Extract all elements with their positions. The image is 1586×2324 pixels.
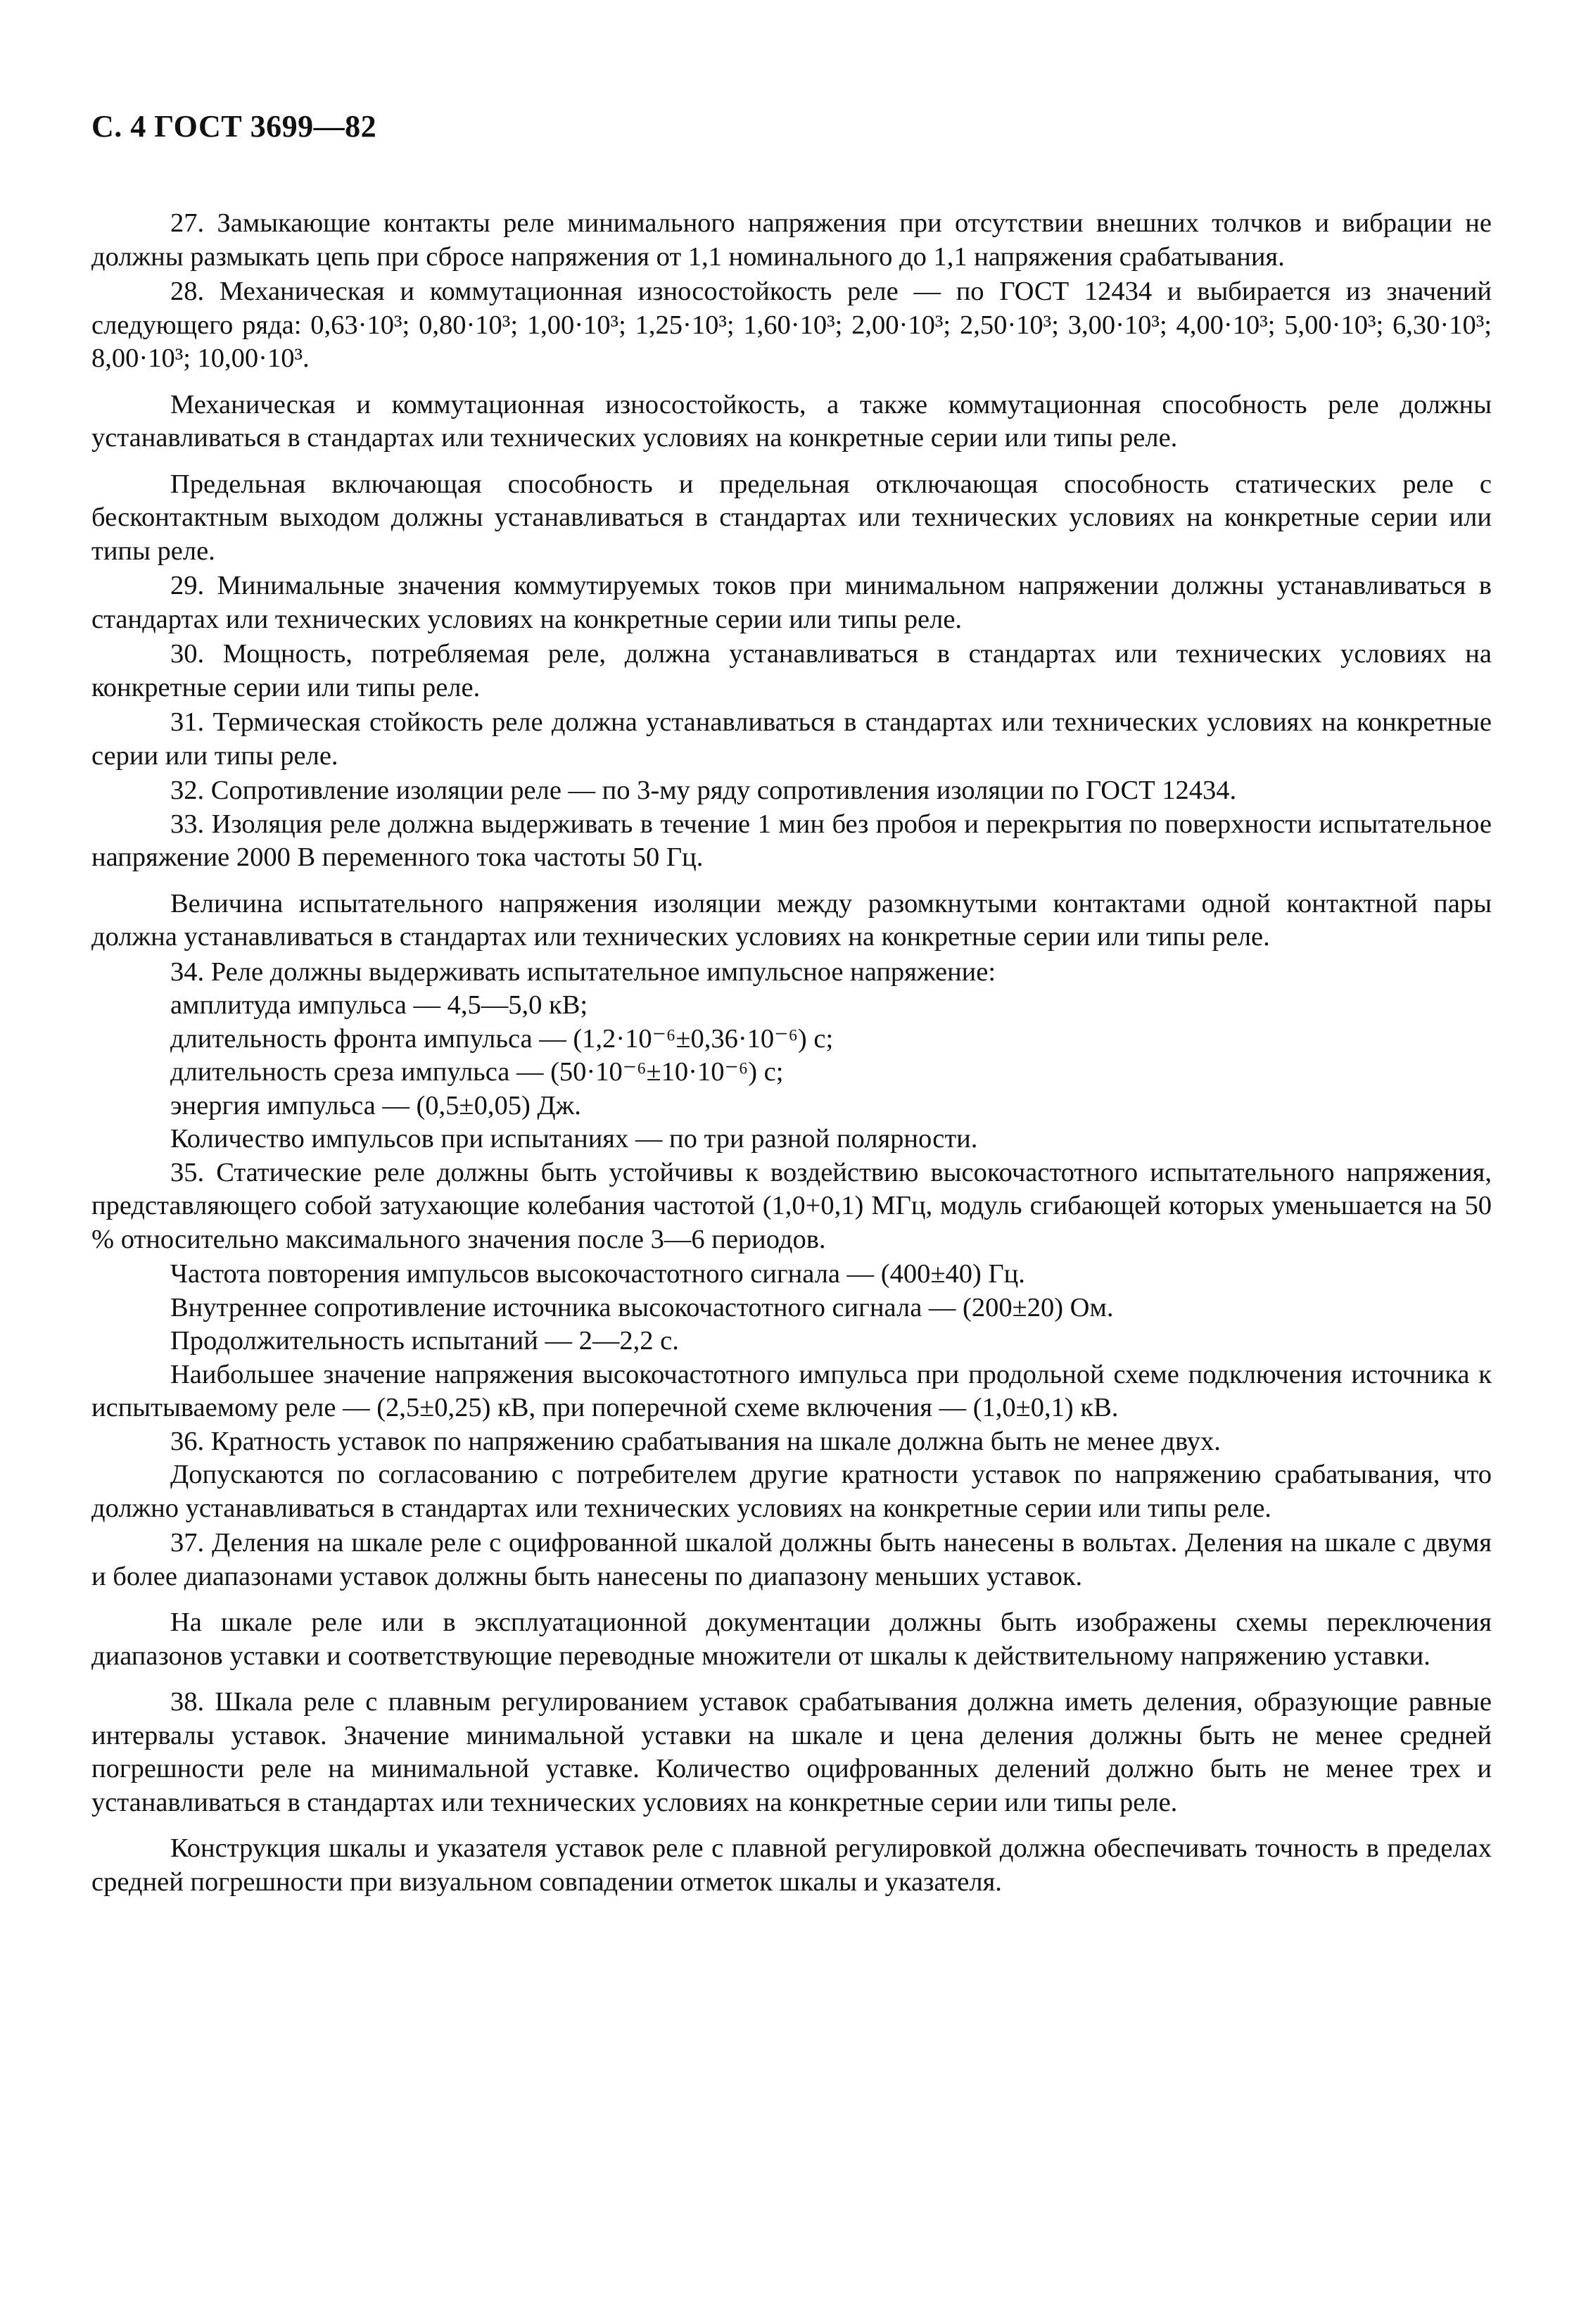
paragraph: Наибольшее значение напряжения высокочастотного импульса при продольной схеме подключения источника к испытываемому реле — (2,5±0,25) кВ, при поперечной схеме включения — (1,0±0,1) кВ. xyxy=(91,1359,1492,1422)
paragraph: Предельная включающая способность и предельная отключающая способность статических реле с бесконтактным выходом должны устанавливаться в стандартах или технических условиях на конкретные серии или типы реле. xyxy=(91,469,1492,566)
standard-code: ГОСТ 3699—82 xyxy=(154,109,377,144)
paragraph: Допускаются по согласованию с потребителем другие кратности уставок по напряжению срабатывания, что должно устанавливаться в стандартах или технических условиях на конкретные серии или типы реле. xyxy=(91,1460,1492,1523)
document-page xyxy=(91,106,1492,2287)
paragraph-33: 33. Изоляция реле должна выдерживать в течение 1 мин без пробоя и перекрытия по поверхности испытательное напряжение 2000 В переменного тока частоты 50 Гц. xyxy=(91,809,1492,872)
list-item: амплитуда импульса — 4,5—5,0 кВ; xyxy=(170,990,588,1020)
paragraph-32: 32. Сопротивление изоляции реле — по 3-му ряду сопротивления изоляции по ГОСТ 12434. xyxy=(170,776,1237,805)
paragraph-31: 31. Термическая стойкость реле должна устанавливаться в стандартах или технических условиях на конкретные серии или типы реле. xyxy=(91,707,1492,771)
paragraph: Продолжительность испытаний — 2—2,2 с. xyxy=(170,1326,679,1356)
paragraph: Частота повторения импульсов высокочастотного сигнала — (400±40) Гц. xyxy=(170,1259,1025,1289)
page-header xyxy=(91,106,1492,148)
list-item: длительность фронта импульса — (1,2·10⁻⁶±0,36·10⁻⁶) с; xyxy=(170,1023,834,1054)
list-item: длительность среза импульса — (50·10⁻⁶±10·10⁻⁶) с; xyxy=(170,1057,784,1087)
page-number: С. 4 xyxy=(91,109,146,144)
paragraph: Внутреннее сопротивление источника высокочастотного сигнала — (200±20) Ом. xyxy=(170,1292,1114,1322)
list-item: энергия импульса — (0,5±0,05) Дж. xyxy=(170,1090,581,1120)
paragraph-28: 28. Механическая и коммутационная износостойкость реле — по ГОСТ 12434 и выбирается из значений следующего ряда: 0,63·10³; 0,80·10³; 1,00·10³; 1,25·10³; 1,60·10³; 2,00·10³; 2,50·10³; 3,00·10³; 4,00·10³; 5,00·10³; 6,30·10³; 8,00·10³; 10,00·10³. xyxy=(91,277,1492,373)
paragraph: Величина испытательного напряжения изоляции между разомкнутыми контактами одной контактной пары должна устанавливаться в стандартах или технических условиях на конкретные серии или типы реле. xyxy=(91,888,1492,952)
paragraph-29: 29. Минимальные значения коммутируемых токов при минимальном напряжении должны устанавливаться в стандартах или технических условиях на конкретные серии или типы реле. xyxy=(91,571,1492,634)
paragraph: Механическая и коммутационная износостойкость, а также коммутационная способность реле должны устанавливаться в стандартах или технических условиях на конкретные серии или типы реле. xyxy=(91,389,1492,453)
document-body xyxy=(91,207,1492,1899)
paragraph-30: 30. Мощность, потребляемая реле, должна устанавливаться в стандартах или технических условиях на конкретные серии или типы реле. xyxy=(91,639,1492,702)
paragraph-27: 27. Замыкающие контакты реле минимального напряжения при отсутствии внешних толчков и вибрации не должны размыкать цепь при сбросе напряжения от 1,1 номинального до 1,1 напряжения срабатывания. xyxy=(91,208,1492,272)
paragraph-36: 36. Кратность уставок по напряжению срабатывания на шкале должна быть не менее двух. xyxy=(170,1426,1221,1456)
paragraph-34: 34. Реле должны выдерживать испытательное импульсное напряжение: xyxy=(170,956,996,987)
paragraph: Количество импульсов при испытаниях — по три разной полярности. xyxy=(170,1124,978,1154)
paragraph-35: 35. Статические реле должны быть устойчивы к воздействию высокочастотного испытательного напряжения, представляющего собой затухающие колебания частотой (1,0+0,1) МГц, модуль сгибающей которых уменьшается на 50 % относительно максимального значения после 3—6 периодов. xyxy=(91,1157,1492,1254)
paragraph: На шкале реле или в эксплуатационной документации должны быть изображены схемы переключения диапазонов уставки и соответствующие переводные множители от шкалы к действительному напряжению уставки. xyxy=(91,1608,1492,1671)
paragraph-38: 38. Шкала реле с плавным регулированием уставок срабатывания должна иметь деления, образующие равные интервалы уставок. Значение минимальной уставки на шкале и цена деления должны быть не менее средней погрешности реле на минимальной уставке. Количество оцифрованных делений должно быть не менее трех и устанавливаться в стандартах или технических условиях на конкретные серии или типы реле. xyxy=(91,1687,1492,1817)
paragraph: Конструкция шкалы и указателя уставок реле с плавной регулировкой должна обеспечивать точность в пределах средней погрешности при визуальном совпадении отметок шкалы и указателя. xyxy=(91,1833,1492,1897)
paragraph-37: 37. Деления на шкале реле с оцифрованной шкалой должны быть нанесены в вольтах. Деления на шкале с двумя и более диапазонами уставок должны быть нанесены по диапазону меньших уставок. xyxy=(91,1528,1492,1591)
